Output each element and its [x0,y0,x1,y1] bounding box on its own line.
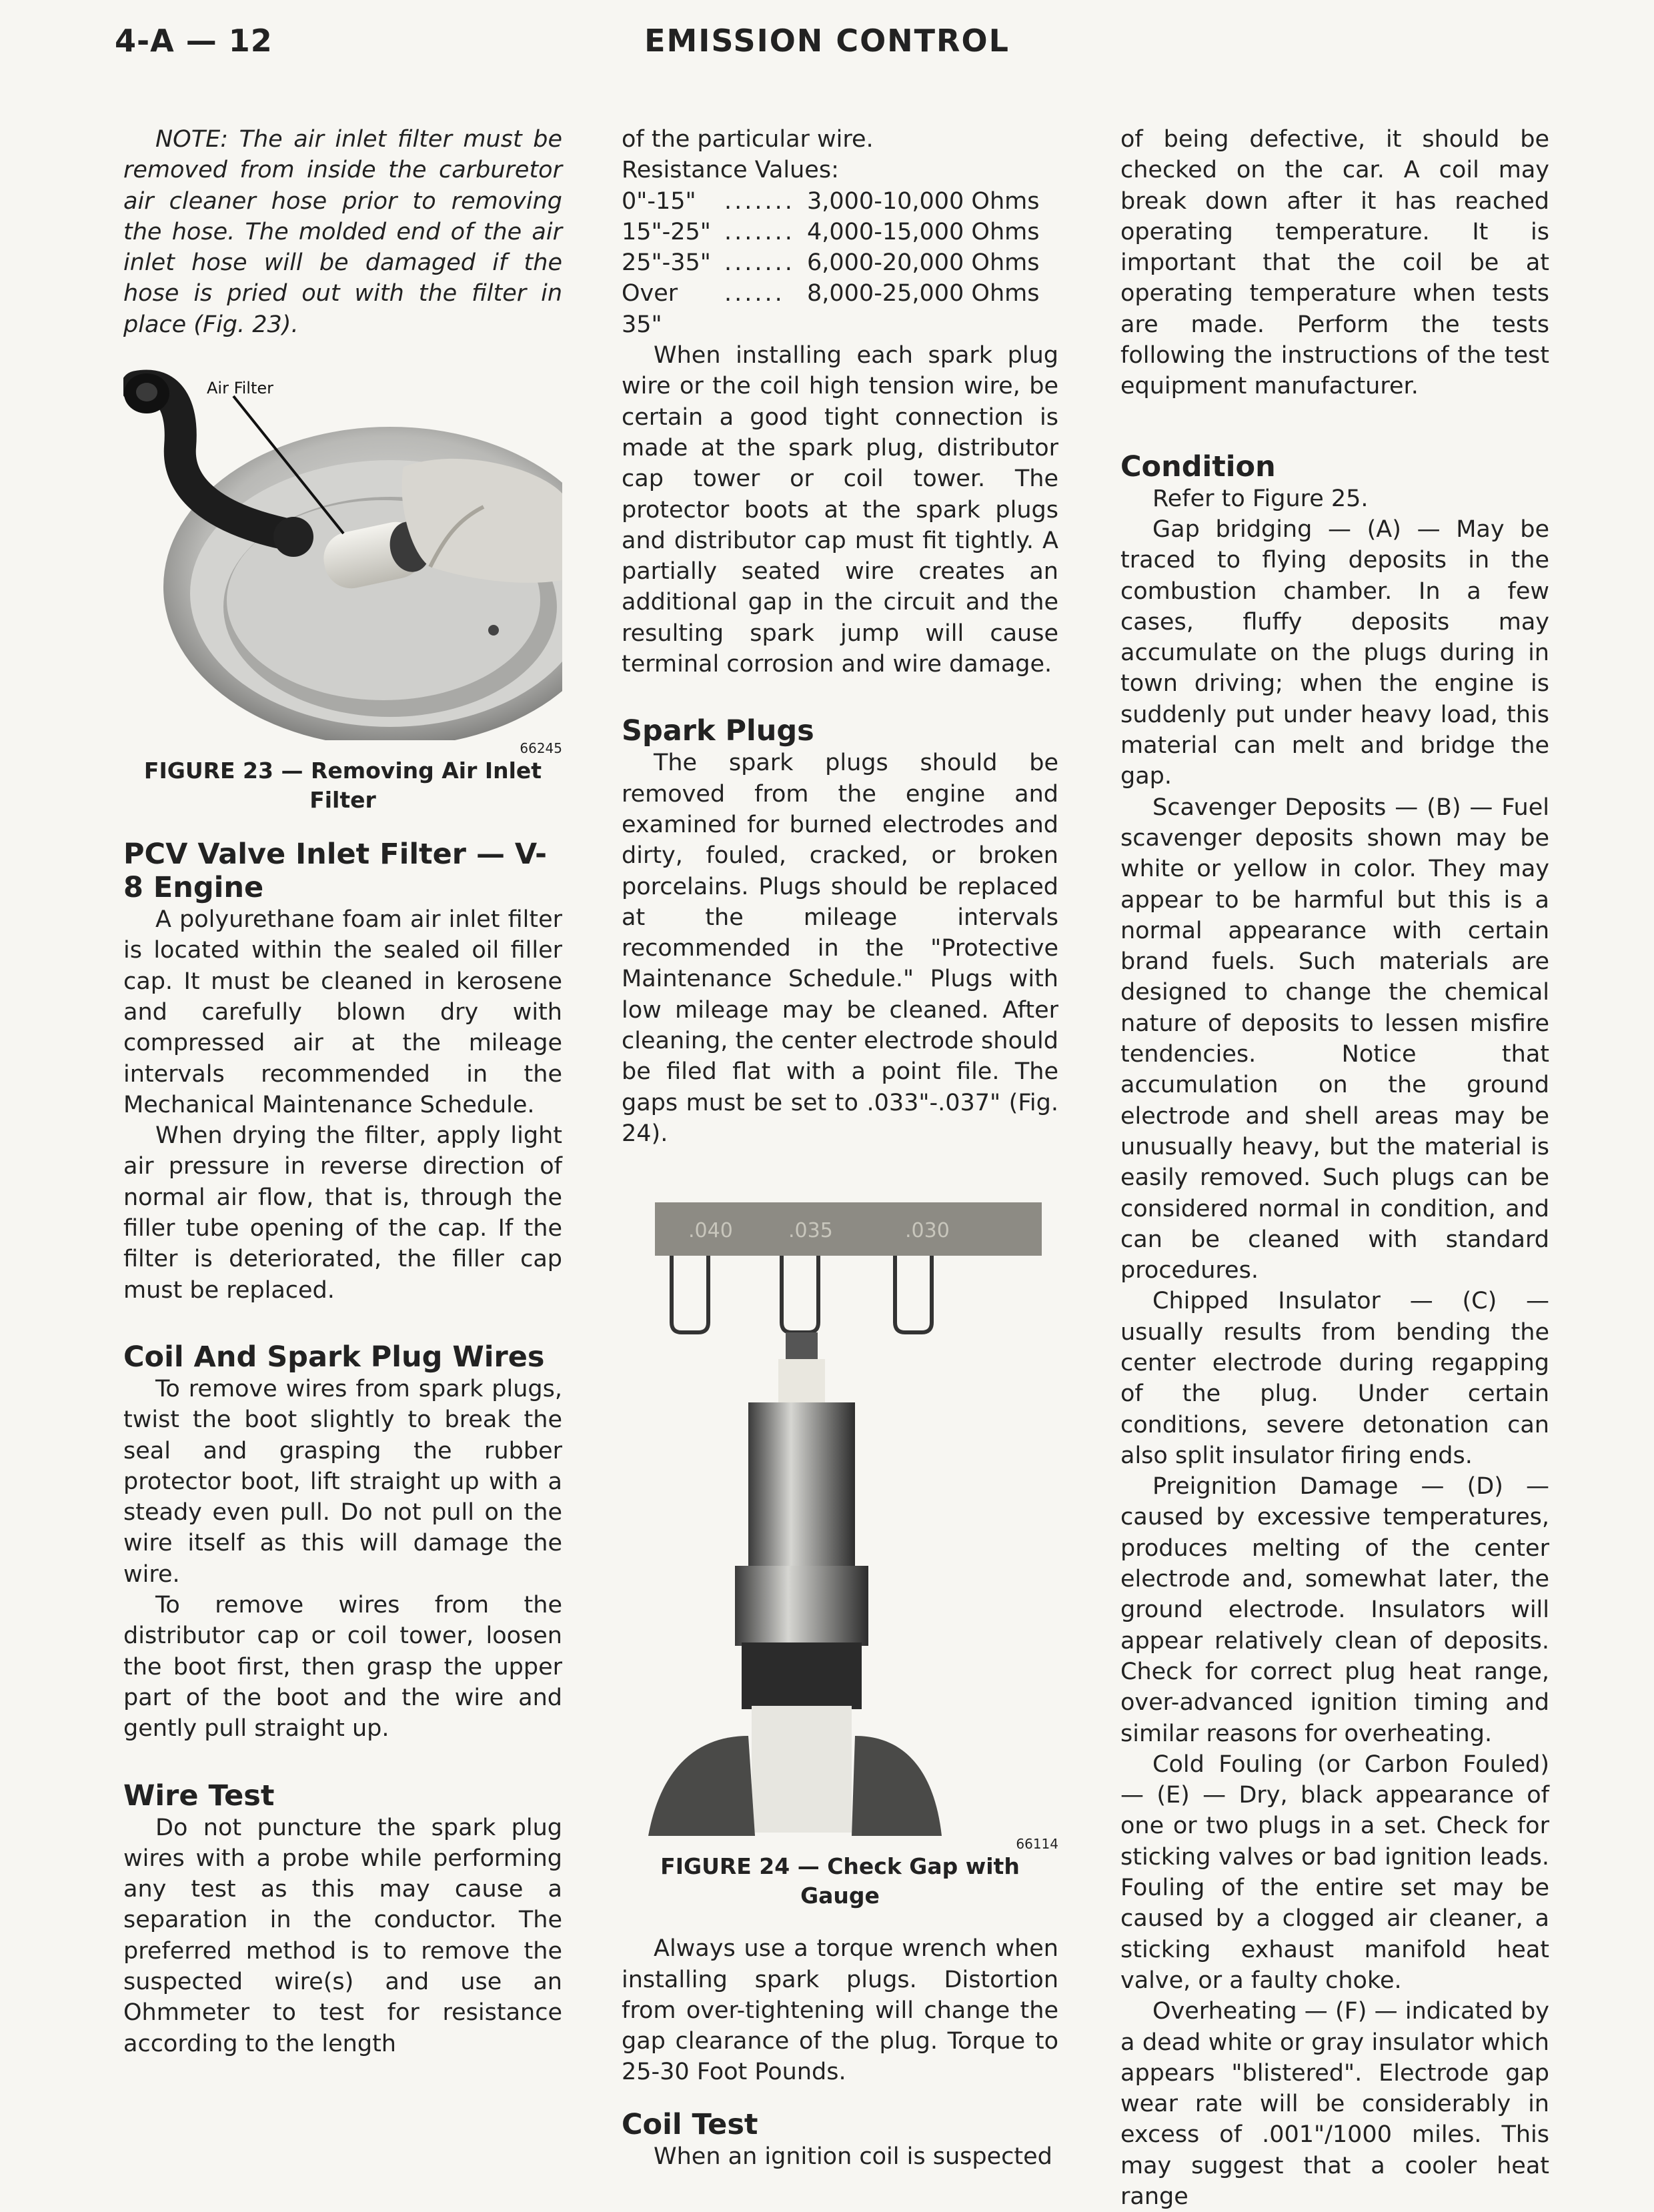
gauge-label-1: .040 [688,1219,733,1243]
figure-24-number: 66114 [1016,1836,1058,1853]
coil-wires-paragraph-1: To remove wires from spark plugs, twist the boot slightly to break the seal and grasping the rubber protector boot, lift straight up with a steady even pull. Do not pull on the wire itself as this will damage the wire. [123,1375,562,1588]
figure-24 [622,1176,1058,1911]
refer-paragraph: Refer to Figure 25. [1152,485,1369,512]
resistance-row [622,278,1058,340]
pcv-heading: PCV Valve Inlet Filter — V-8 Engine [123,838,547,905]
resistance-table [622,186,1058,340]
gap-gauge-photo [622,1176,1058,1836]
coil-wires-paragraph-2: To remove wires from the distributor cap or coil tower, loosen the boot first, then grasp the upper part of the boot and the wire and gently pull straight up. [123,1592,562,1743]
page-title: EMISSION CONTROL [644,23,1010,59]
spark-plugs-paragraph: The spark plugs should be removed from the engine and examined for burned electrodes and dirty, fouled, cracked, or broken porcelains. Plugs should be replaced at the mileage intervals recommended in the "Protective Maintenance Schedule." Plugs with low mileage may be cleaned. After cleaning, the center electrode should be filed flat with a point file. The gaps must be set to .033"-.037" (Fig. 24). [622,750,1058,1147]
resistance-value: 3,000-10,000 Ohms [807,187,1040,215]
air-filter-label: Air Filter [207,379,274,398]
resistance-dots: ....... [724,187,795,215]
resistance-row [622,247,1058,278]
spark-plugs-heading: Spark Plugs [622,714,814,748]
torque-paragraph: Always use a torque wrench when installing spark plugs. Distortion from over-tightening will change the gap clearance of the plug. Torque to 25-30 Foot Pounds. [622,1935,1058,2086]
resistance-title: Resistance Values: [622,157,839,184]
figure-24-caption: FIGURE 24 — Check Gap with Gauge [660,1853,1020,1909]
scavenger-paragraph: Scavenger Deposits — (B) — Fuel scavenger deposits shown may be white or yellow in color. They may appear to be harmful but this is a normal appearance with certain brand fuels. Such materials are designed to change the chemical nature of deposits to lessen misfire tendencies. Notice that accumulation on the ground electrode and shell areas may be unusually heavy, but the material is easily removed. Such plugs can be considered normal in condition, and can be cleaned with standard procedures. [1120,794,1549,1284]
resistance-value: 8,000-25,000 Ohms [807,280,1040,307]
note-paragraph: NOTE: The air inlet filter must be removed from inside the carburetor air cleaner hose prior to removing the hose. The molded end of the air inlet hose will be damaged if the hose is pried out with the filter in place (Fig. 23). [123,126,562,338]
gauge-label-3: .030 [905,1219,950,1243]
resistance-dots: ....... [724,249,795,277]
resistance-row [622,186,1058,217]
column-1 [123,124,562,2059]
resistance-row [622,217,1058,247]
gauge-label-2: .035 [788,1219,833,1243]
gap-bridging-paragraph: Gap bridging — (A) — May be traced to flying deposits in the combustion chamber. In a few cases, fluffy deposits may accumulate on the plugs during in town driving; when the engine is suddenly put under heavy load, this material can melt and bridge the gap. [1120,515,1549,790]
coil-test-paragraph: When an ignition coil is suspected [654,2143,1052,2170]
coil-wires-heading: Coil And Spark Plug Wires [123,1340,545,1374]
column-3 [1120,124,1549,2212]
resistance-length: 25"-35" [622,249,711,277]
wire-test-heading: Wire Test [123,1779,275,1813]
resistance-length: 0"-15" [622,187,696,215]
overheating-paragraph: Overheating — (F) — indicated by a dead white or gray insulator which appears "blistered". Electrode gap wear rate will be considerably in excess of .001"/1000 miles. This may suggest that a cooler heat range [1120,1998,1549,2210]
preignition-paragraph: Preignition Damage — (D) — caused by excessive temperatures, produces melting of the center electrode and, somewhat later, the ground electrode. Insulators will appear relatively clean of deposits. Check for correct plug heat range, over-advanced ignition timing and similar reasons for overheating. [1120,1473,1549,1747]
figure-23 [123,367,562,815]
install-paragraph: When installing each spark plug wire or the coil high tension wire, be certain a good tight connection is made at the spark plug, distributor cap tower or coil tower. The protector boots at the spark plugs and distributor cap must fit tightly. A partially seated wire creates an additional gap in the circuit and the resulting spark jump will cause terminal corrosion and wire damage. [622,342,1058,678]
chipped-insulator-paragraph: Chipped Insulator — (C) — usually results from bending the center electrode during regapping of the plug. Under certain conditions, severe detonation can also split insulator firing ends. [1120,1288,1549,1469]
pcv-paragraph-1: A polyurethane foam air inlet filter is located within the sealed oil filler cap. It must be cleaned in kerosene and carefully blown dry with compressed air at the mileage intervals recommended in the Mechanical Maintenance Schedule. [123,906,562,1118]
resistance-length: 15"-25" [622,218,711,245]
coil-test-continued: of being defective, it should be checked on the car. A coil may break down after it has reached operating temperature. It is important that the coil be at operating temperature when tests are made. Perform the tests following the instructions of the test equipment manufacturer. [1120,126,1549,400]
page-number: 4-A — 12 [115,23,273,59]
figure-23-number: 66245 [520,740,562,757]
air-cleaner-photo [123,367,562,740]
condition-heading: Condition [1120,449,1276,483]
resistance-dots: ....... [724,218,795,245]
figure-23-caption: FIGURE 23 — Removing Air Inlet Filter [143,758,542,814]
wire-test-continued: of the particular wire. [622,126,874,153]
resistance-value: 6,000-20,000 Ohms [807,249,1040,277]
cold-fouling-paragraph: Cold Fouling (or Carbon Fouled) — (E) — Dry, black appearance of one or two plugs in a set. Check for sticking valves or bad ignition leads. Fouling of the entire set may be caused by a clogged air cleaner, a sticking exhaust manifold heat valve, or a faulty choke. [1120,1751,1549,1994]
resistance-length: Over 35" [622,280,678,338]
coil-test-heading: Coil Test [622,2107,758,2141]
column-2 [622,124,1058,2172]
pcv-paragraph-2: When drying the filter, apply light air pressure in reverse direction of normal air flow, that is, through the filler tube opening of the cap. If the filter is deteriorated, the filler cap must be replaced. [123,1122,562,1304]
resistance-value: 4,000-15,000 Ohms [807,218,1040,245]
resistance-dots: ...... [724,280,785,307]
wire-test-paragraph: Do not puncture the spark plug wires with a probe while performing any test as this may cause a separation in the conductor. The preferred method is to remove the suspected wire(s) and use an Ohmmeter to test for resistance according to the length [123,1814,562,2057]
